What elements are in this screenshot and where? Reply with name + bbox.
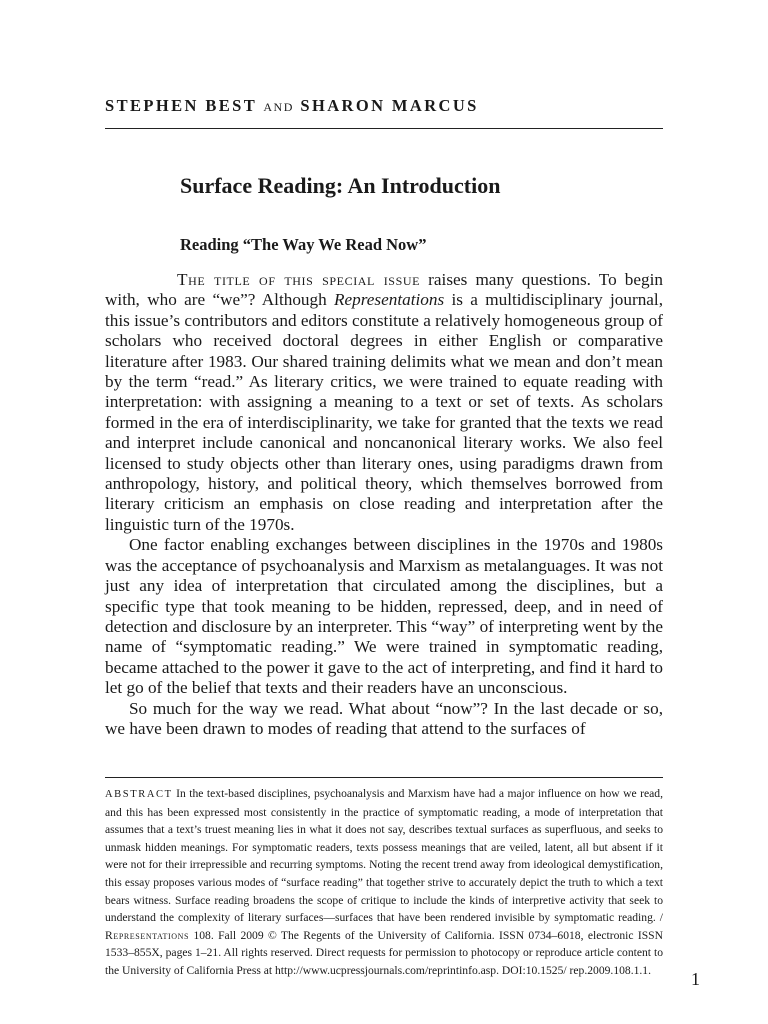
paragraph-text: is a multidisciplinary journal, this issue’s contributors and editors constitute a relatively homogeneous group of scholars who received doctoral degrees in either English or comparative literature after 1983. Our shared training delimits what we mean and don’t mean by the term “read.” As literary critics, we were trained to equate reading with interpretation: with assigning a meaning to a text or set of texts. As scholars formed in the era of interdisciplinarity, we take for granted that the texts we read and interpret include canonical and noncanonical literary works. We also feel licensed to study objects other than literary ones, using paradigms drawn from anthropology, history, and political theory, which themselves borrowed from literary criticism an emphasis on close reading and interpretation after the linguistic turn of the 1970s. <box>105 290 663 534</box>
header-rule <box>105 128 663 129</box>
page-number: 1 <box>691 969 700 989</box>
opening-small-caps: The title of this special issue <box>177 270 421 289</box>
paragraph-text: raises many questions. To begin with, who are “we”? Although <box>105 270 663 310</box>
abstract-text: 108. Fall 2009 © The Regents of the University of California. ISSN 0734–6018, electronic ISSN 1533–855X, pages 1–21. All rights reserved. Direct requests for permission to photocopy or reproduce article content to the University of California Press at http://www.ucpressjournals.com/reprintinfo.asp. DOI:10.1525/ rep.2009.108.1.1. <box>105 928 663 977</box>
abstract <box>105 785 663 980</box>
abstract-rule <box>105 777 663 778</box>
article-body <box>105 270 663 739</box>
author-conjunction: AND <box>263 100 294 114</box>
abstract-label: ABSTRACT <box>105 789 173 800</box>
journal-name: Representations <box>105 928 190 942</box>
article-title: Surface Reading: An Introduction <box>180 173 501 198</box>
running-header <box>105 96 665 116</box>
paragraph: One factor enabling exchanges between disciplines in the 1970s and 1980s was the acceptance of psychoanalysis and Marxism as metalanguages. It was not just any idea of interpretation that circulated among the disciplines, but a specific type that took meaning to be hidden, repressed, deep, and in need of detection and disclosure by an interpreter. This “way” of interpreting went by the name of “symptomatic reading.” We were trained in symptomatic reading, became attached to the power it gave to the act of interpreting, and find it hard to let go of the belief that texts and their readers have an unconscious. <box>105 535 663 698</box>
journal-name: Representations <box>334 290 445 310</box>
paragraph: So much for the way we read. What about “now”? In the last decade or so, we have been drawn to modes of reading that attend to the surfaces of <box>105 698 663 738</box>
paragraph <box>105 270 663 535</box>
author-name: SHARON MARCUS <box>300 96 479 115</box>
section-heading: Reading “The Way We Read Now” <box>180 235 427 254</box>
author-name: STEPHEN BEST <box>105 96 257 115</box>
abstract-text: In the text-based disciplines, psychoanalysis and Marxism have had a major influence on how we read, and this has been expressed most consistently in the practice of symptomatic reading, a mode of interpretation that assumes that a text’s truest meaning lies in what it does not say, describes textual surfaces as superfluous, and seeks to unmask hidden meanings. For symptomatic readers, texts possess meanings that are veiled, latent, all but absent if it were not for their irrepressible and recurring symptoms. Noting the recent trend away from ideological demystification, this essay proposes various modes of “surface reading” that together strive to accurately depict the truth to which a text bears witness. Surface reading broadens the scope of critique to include the kinds of interpretive activity that seek to understand the complexity of literary surfaces—surfaces that have been rendered invisible by symptomatic reading. / <box>105 787 663 925</box>
